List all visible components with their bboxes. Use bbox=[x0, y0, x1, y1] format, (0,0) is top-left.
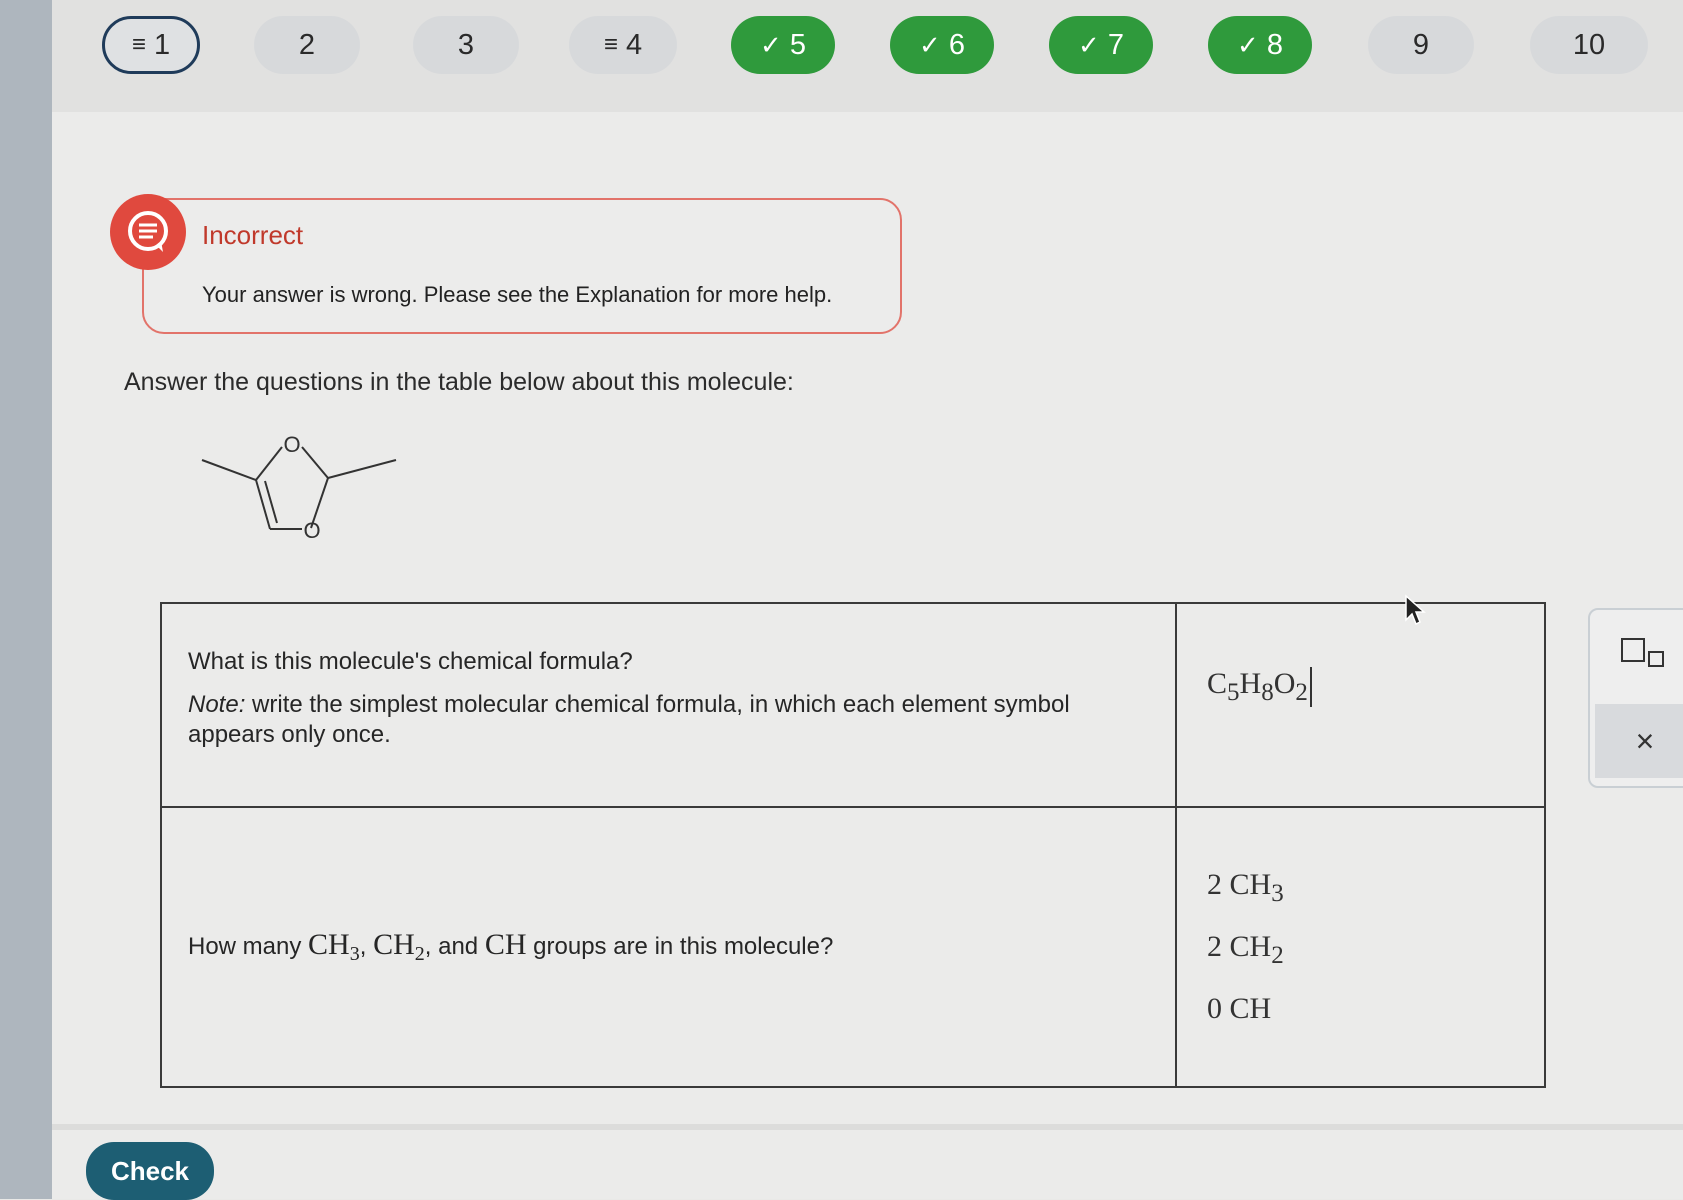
molecule-structure bbox=[190, 425, 410, 545]
groups-question: How many $CH_3$, $CH_2$, and CH groups are in this molecule? bbox=[188, 928, 834, 966]
question-number: 6 bbox=[948, 28, 965, 61]
ch2-count-answer[interactable]: 2 $CH_2$ bbox=[1207, 930, 1284, 969]
check-button[interactable]: Check bbox=[86, 1142, 214, 1200]
ch3-count-answer[interactable]: 2 $CH_3$ bbox=[1207, 868, 1284, 907]
question-10-button[interactable] bbox=[1530, 16, 1648, 74]
list-icon: ≡ bbox=[131, 31, 146, 58]
question-4-button[interactable] bbox=[569, 16, 677, 74]
question-7-button[interactable] bbox=[1049, 16, 1153, 74]
groups-answer-cell bbox=[1176, 807, 1545, 1087]
question-number: 8 bbox=[1266, 28, 1283, 61]
speech-bubble-icon bbox=[123, 207, 173, 257]
mouse-pointer-icon bbox=[1404, 594, 1426, 626]
subscript-tool-button[interactable] bbox=[1620, 636, 1666, 675]
subscript-icon bbox=[1620, 636, 1666, 670]
question-number: 4 bbox=[625, 28, 643, 61]
question-8-button[interactable] bbox=[1208, 16, 1312, 74]
question-1-button[interactable] bbox=[102, 16, 200, 74]
question-number: 2 bbox=[298, 28, 316, 61]
checkmark-icon: ✓ bbox=[1078, 29, 1100, 60]
groups-question-cell bbox=[161, 807, 1176, 1087]
checkmark-icon: ✓ bbox=[919, 29, 941, 60]
oxygen-atom-label: O bbox=[283, 432, 301, 457]
list-icon: ≡ bbox=[603, 31, 618, 58]
question-number: 5 bbox=[789, 28, 806, 61]
feedback-icon bbox=[110, 194, 186, 270]
question-5-button[interactable] bbox=[731, 16, 835, 74]
formula-answer-input[interactable]: $C_5H_8O_2$ bbox=[1207, 667, 1312, 700]
question-number: 3 bbox=[457, 28, 475, 61]
formula-question-cell bbox=[161, 603, 1176, 807]
question-number: 1 bbox=[153, 28, 171, 61]
text-cursor bbox=[1310, 667, 1312, 707]
formula-note: Note: write the simplest molecular chemical formula, in which each element symbol appears only once. bbox=[188, 691, 1070, 748]
question-number: 9 bbox=[1412, 28, 1430, 61]
left-rail bbox=[0, 0, 52, 1199]
formula-question: What is this molecule's chemical formula? bbox=[188, 648, 633, 676]
question-table bbox=[160, 602, 1546, 1088]
question-3-button[interactable] bbox=[413, 16, 519, 74]
table-row bbox=[161, 603, 1545, 807]
question-number: 7 bbox=[1107, 28, 1124, 61]
clear-button[interactable] bbox=[1595, 704, 1683, 778]
checkmark-icon: ✓ bbox=[760, 29, 782, 60]
question-6-button[interactable] bbox=[890, 16, 994, 74]
question-number: 10 bbox=[1572, 28, 1606, 61]
ch-count-answer[interactable]: 0 CH bbox=[1207, 992, 1272, 1025]
feedback-message: Your answer is wrong. Please see the Explanation for more help. bbox=[202, 282, 833, 307]
close-icon: × bbox=[1635, 722, 1655, 759]
checkmark-icon: ✓ bbox=[1237, 29, 1259, 60]
feedback-title: Incorrect bbox=[202, 220, 304, 250]
question-9-button[interactable] bbox=[1368, 16, 1474, 74]
oxygen-atom-label: O bbox=[303, 518, 321, 543]
formula-answer-cell[interactable] bbox=[1176, 603, 1545, 807]
table-row bbox=[161, 807, 1545, 1087]
feedback-box bbox=[142, 198, 902, 334]
question-prompt: Answer the questions in the table below about this molecule: bbox=[124, 368, 794, 396]
footer-divider bbox=[52, 1124, 1683, 1130]
question-2-button[interactable] bbox=[254, 16, 360, 74]
